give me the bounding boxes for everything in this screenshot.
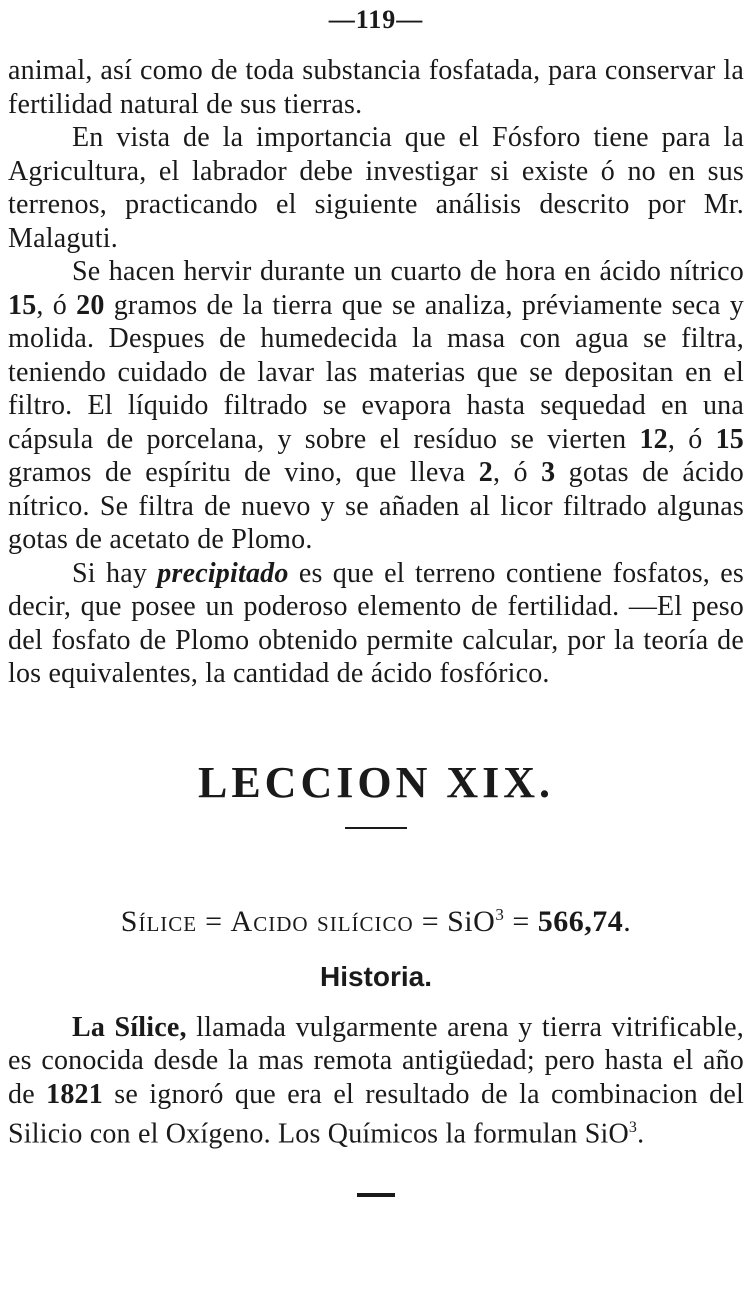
paragraph-precipitate-result xyxy=(8,557,744,691)
paragraph-analysis-procedure xyxy=(8,255,744,557)
year-number: 1821 xyxy=(46,1078,103,1110)
paragraph-continuation: animal, así como de toda substancia fosfatada, para conservar la fertilidad natural de sus tierras. xyxy=(8,55,744,120)
text-run: llamada vulgarmente arena y tierra vitrificable, es conocida desde la mas remota antigüedad; pero hasta el año de xyxy=(8,1011,744,1110)
lesson-title: LECCION XIX. xyxy=(197,757,555,807)
formula-equals: = xyxy=(197,904,231,938)
formula-end: . xyxy=(623,904,632,938)
text-run: gramos de espíritu de vino, que lleva xyxy=(8,457,479,488)
formula-name-acido: Acido silícico xyxy=(230,904,414,938)
text-run: es que el terreno contiene fosfatos, es decir, que posee un poderoso elemento de fertilidad. —El peso del fosfato de Plomo obtenido permite calcular, por la teoría de los equivalentes, la cantidad de ácido fosfórico. xyxy=(8,557,744,689)
chemical-formula-line xyxy=(8,895,744,938)
text-run: Si hay xyxy=(72,557,158,589)
section-subheading: Historia. xyxy=(319,960,433,992)
number-quantity: 20 xyxy=(76,289,105,321)
formula-equals: = xyxy=(413,904,448,938)
text-run: se ignoró que era el resultado de la combinacion del Silicio con el Oxígeno. Los Químicos la formulan SiO xyxy=(8,1078,744,1150)
formula-name-silice: Sílice xyxy=(120,904,198,938)
superscript-three: 3 xyxy=(628,1119,638,1136)
formula-value: 566,74 xyxy=(537,904,624,938)
text-run: Se hacen hervir durante un cuarto de hora en ácido nítrico xyxy=(72,256,744,287)
number-quantity: 2 xyxy=(478,457,493,488)
text-run: , ó xyxy=(36,289,77,321)
text-run: , ó xyxy=(667,423,716,455)
number-quantity: 15 xyxy=(8,289,37,321)
number-quantity: 12 xyxy=(639,423,668,455)
text-run: gotas de ácido nítrico. Se filtra de nuevo y se añaden al licor filtrado algunas gotas de acetato de Plomo. xyxy=(8,457,744,555)
heading-divider xyxy=(345,827,407,829)
paragraph-history xyxy=(8,1011,744,1151)
text-run: , ó xyxy=(492,457,542,488)
text-run: . xyxy=(637,1118,645,1150)
number-quantity: 15 xyxy=(715,423,744,455)
number-quantity: 3 xyxy=(541,457,556,488)
term-silice: La Sílice, xyxy=(72,1011,187,1043)
paragraph-phosphorus-importance: En vista de la importancia que el Fósforo tiene para la Agricultura, el labrador debe investigar si existe ó no en sus terrenos, practicando el siguiente análisis descrito por Mr. Malaguti. xyxy=(8,122,744,254)
emphasis-precipitado: precipitado xyxy=(157,557,289,589)
formula-equals: = xyxy=(504,904,538,938)
formula-superscript: 3 xyxy=(495,904,505,924)
text-run: gramos de la tierra que se analiza, préviamente seca y molida. Despues de humedecida la masa con agua se filtra, teniendo cuidado de lavar las materias que se depositan en el filtro. El líquido filtrado se evapora hasta sequedad en una cápsula de porcelana, y sobre el resíduo se vierten xyxy=(8,289,744,455)
page-end-divider xyxy=(357,1193,395,1197)
formula-chem: SiO xyxy=(447,904,496,938)
page-number: —119— xyxy=(328,5,424,34)
